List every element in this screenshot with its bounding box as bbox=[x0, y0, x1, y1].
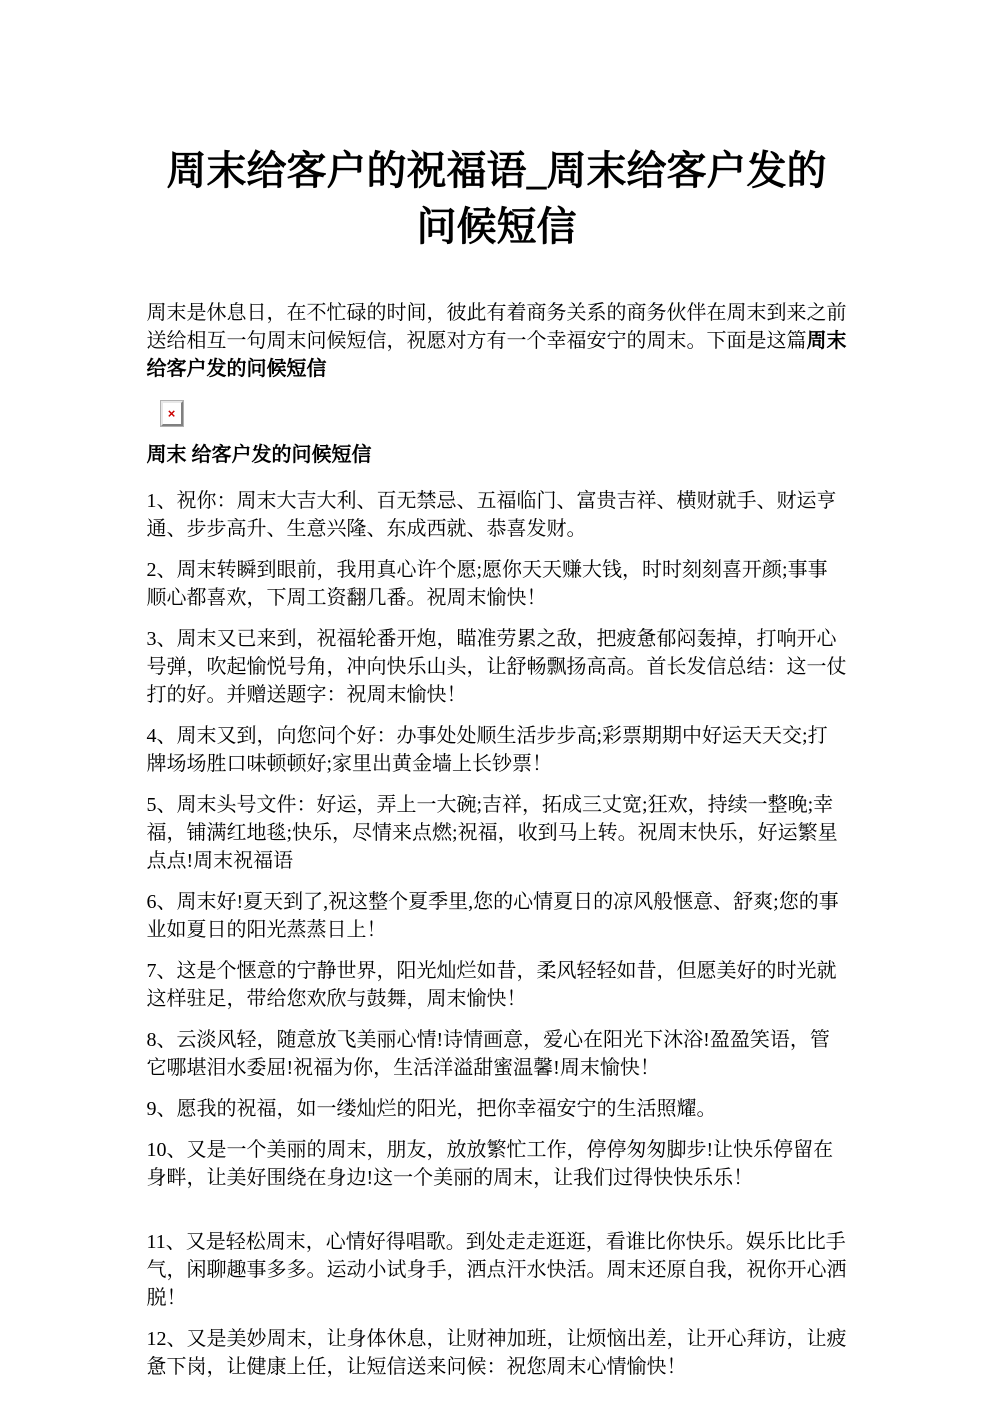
greeting-item-8: 8、云淡风轻，随意放飞美丽心情!诗情画意，爱心在阳光下沐浴!盈盈笑语，管它哪堪泪水委屈!祝福为你，生活洋溢甜蜜温馨!周末愉快！ bbox=[146, 1029, 830, 1079]
image-placeholder-row bbox=[147, 399, 847, 427]
section-heading: 周末 给客户发的问候短信 bbox=[146, 444, 372, 466]
greeting-item-4: 4、周末又到，向您问个好：办事处处顺生活步步高;彩票期期中好运天天交;打牌场场胜口味顿顿好;家里出黄金墙上长钞票！ bbox=[146, 725, 828, 775]
intro-paragraph bbox=[147, 299, 847, 383]
greeting-item-2: 2、周末转瞬到眼前，我用真心许个愿;愿你天天赚大钱，时时刻刻喜开颜;事事顺心都喜欢，下周工资翻几番。祝周末愉快！ bbox=[146, 559, 828, 609]
greeting-item-9: 9、愿我的祝福，如一缕灿烂的阳光，把你幸福安宁的生活照耀。 bbox=[146, 1098, 717, 1120]
intro-bold-text: 周末 给客户发的问候短信 bbox=[146, 330, 847, 380]
greeting-item-10: 10、又是一个美丽的周末，朋友，放放繁忙工作，停停匆匆脚步!让快乐停留在身畔，让美好围绕在身边!这一个美丽的周末，让我们过得快快乐乐！ bbox=[146, 1139, 834, 1189]
greeting-item-11: 11、又是轻松周末，心情好得唱歌。到处走走逛逛，看谁比你快乐。娱乐比比手气，闲聊趣事多多。运动小试身手，洒点汗水快活。周末还原自我，祝你开心洒脱！ bbox=[146, 1231, 847, 1309]
broken-image-icon: × bbox=[161, 401, 183, 426]
greeting-item-5: 5、周末头号文件：好运，弄上一大碗;吉祥，拓成三丈宽;狂欢，持续一整晚;幸福，铺满红地毯;快乐，尽情来点燃;祝福，收到马上转。祝周末快乐，好运繁星点点!周末祝福语 bbox=[146, 794, 838, 872]
page-title: 周末给客户的祝福语_周末给客户发的问候短信 bbox=[166, 148, 827, 249]
greeting-item-12: 12、又是美妙周末，让身体休息，让财神加班，让烦恼出差，让开心拜访，让疲惫下岗，让健康上任，让短信送来问候：祝您周末心情愉快！ bbox=[146, 1328, 847, 1378]
greeting-item-1: 1、祝你：周末大吉大利、百无禁忌、五福临门、富贵吉祥、横财就手、财运亨通、步步高升、生意兴隆、东成西就、恭喜发财。 bbox=[146, 490, 837, 540]
greeting-item-3: 3、周末又已来到，祝福轮番开炮，瞄准劳累之敌，把疲惫郁闷轰掉，打响开心号弹，吹起愉悦号角，冲向快乐山头，让舒畅飘扬高高。首长发信总结：这一仗打的好。并赠送题字：祝周末愉快！ bbox=[146, 628, 847, 706]
intro-text: 周末是休息日，在不忙碌的时间，彼此有着商务关系的商务伙伴在周末到来之前送给相互一句周末问候短信，祝愿对方有一个幸福安宁的周末。下面是这篇 bbox=[146, 302, 847, 352]
greeting-item-7: 7、这是个惬意的宁静世界，阳光灿烂如昔，柔风轻轻如昔，但愿美好的时光就这样驻足，带给您欢欣与鼓舞，周末愉快！ bbox=[146, 960, 837, 1010]
greeting-item-6: 6、周末好!夏天到了,祝这整个夏季里,您的心情夏日的凉风般惬意、舒爽;您的事业如夏日的阳光蒸蒸日上！ bbox=[146, 891, 839, 941]
document-page bbox=[147, 0, 847, 1381]
